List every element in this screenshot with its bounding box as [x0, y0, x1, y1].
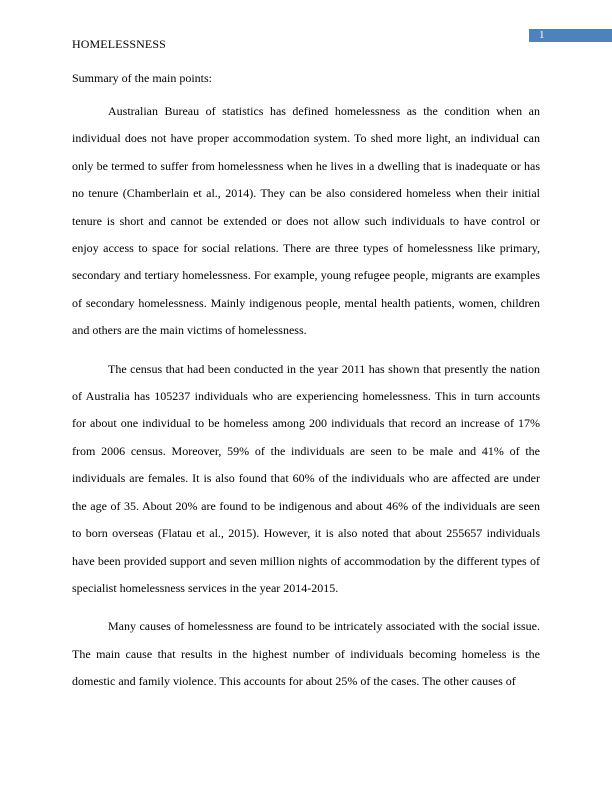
body-text: [72, 98, 540, 707]
section-heading: Summary of the main points:: [72, 71, 212, 85]
running-head: HOMELESSNESS: [72, 37, 166, 51]
page-number-badge: [529, 29, 612, 42]
paragraph-causes: Many causes of homelessness are found to be intricately associated with the social issue. The main cause that results in the highest number of individuals becoming homeless is the domestic and family violence. This accounts for about 25% of the cases. The other causes of: [72, 619, 540, 689]
paragraph-census: The census that had been conducted in the year 2011 has shown that presently the nation of Australia has 105237 individuals who are experiencing homelessness. This in turn accounts for about one individual to be homeless among 200 individuals that record an increase of 17% from 2006 census. Moreover, 59% of the individuals are seen to be male and 41% of the individuals are females. It is also found that 60% of the individuals who are affected are under the age of 35. About 20% are found to be indigenous and about 46% of the individuals are seen to born overseas (Flatau et al., 2015). However, it is also noted that about 255657 individuals have been provided support and seven million nights of accommodation by the different types of specialist homelessness services in the year 2014-2015.: [72, 361, 540, 595]
page-number: 1: [539, 29, 545, 41]
paragraph-definition: Australian Bureau of statistics has defined homelessness as the condition when an individual does not have proper accommodation system. To shed more light, an individual can only be termed to suffer from homelessness when he lives in a dwelling that is inadequate or has no tenure (Chamberlain et al., 2014). They can be also considered homeless when their initial tenure is short and cannot be extended or does not allow such individuals to have control or enjoy access to space for social relations. There are three types of homelessness like primary, secondary and tertiary homelessness. For example, young refugee people, migrants are examples of secondary homelessness. Mainly indigenous people, mental health patients, women, children and others are the main victims of homelessness.: [72, 104, 540, 338]
